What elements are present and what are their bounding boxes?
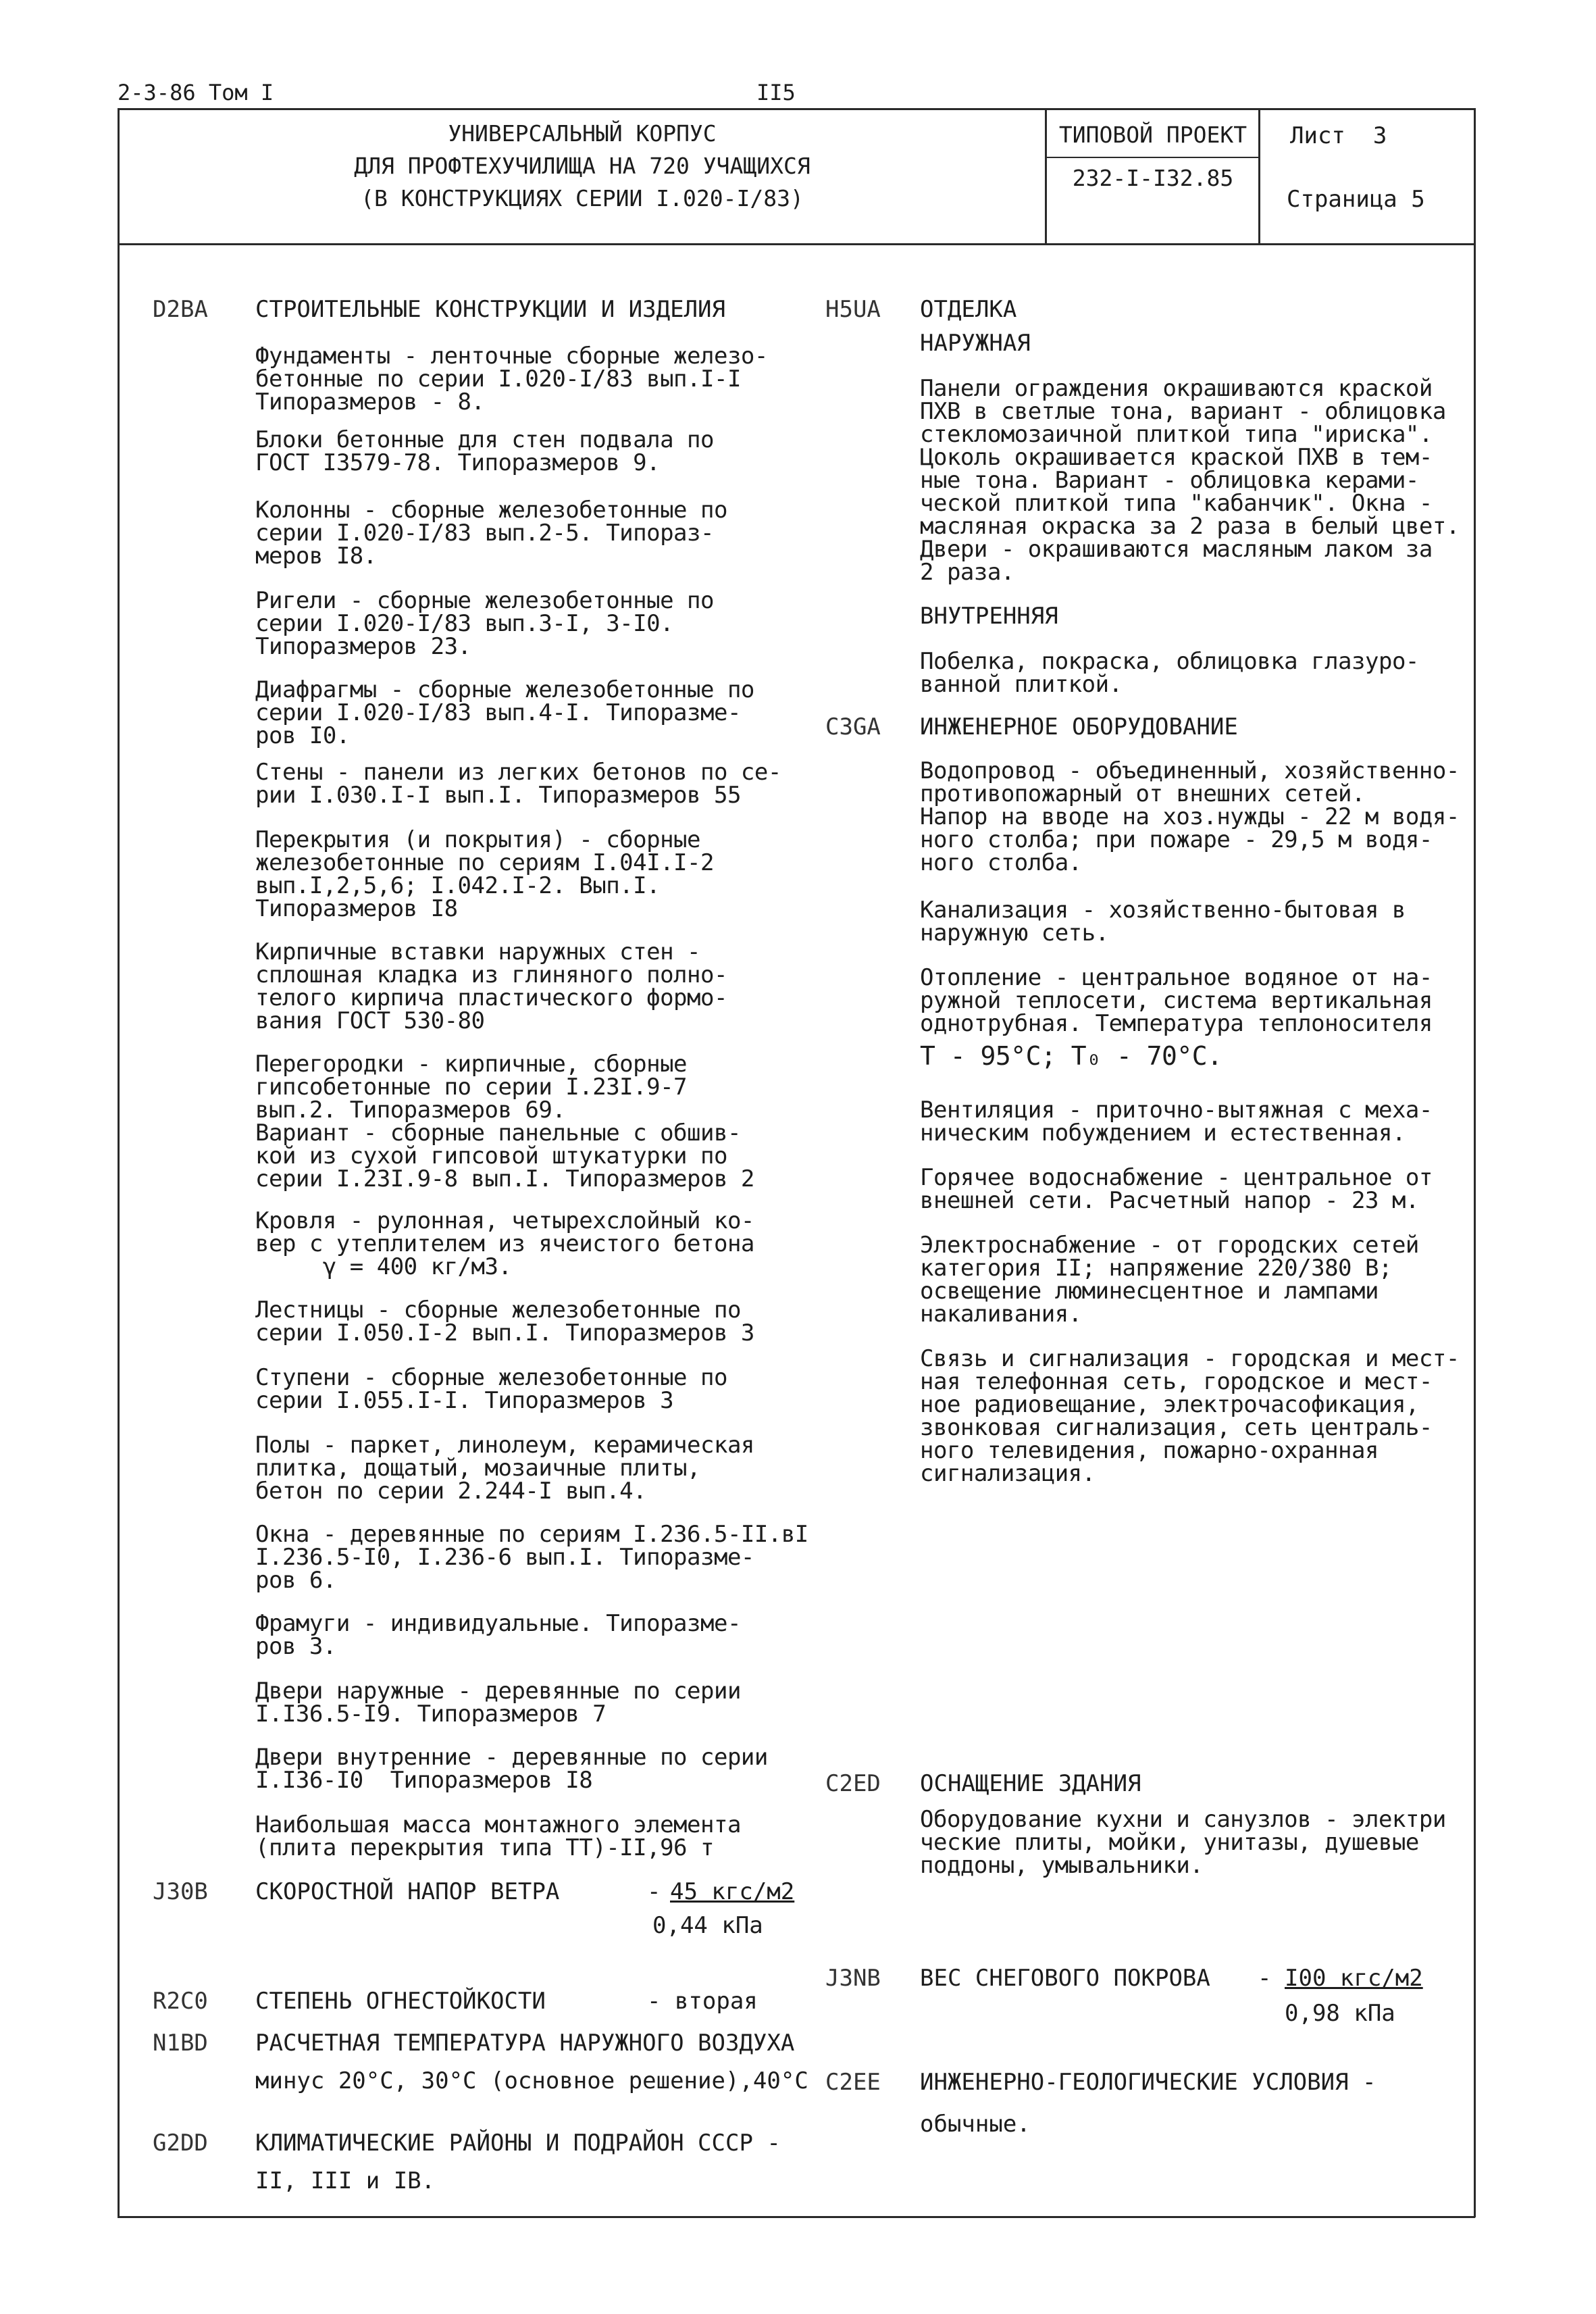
frame-bottom-border xyxy=(118,2216,1475,2218)
header-title-line-1: УНИВЕРСАЛЬНЫЙ КОРПУС xyxy=(448,120,717,147)
section-title-engineering: ИНЖЕНЕРНОЕ ОБОРУДОВАНИЕ xyxy=(920,713,1238,740)
item-outer-doors: Двери наружные - деревянные по серии I.I36.5-I9. Типоразмеров 7 xyxy=(255,1678,741,1728)
item-water-supply: Водопровод - объединенный, хозяйственно- противопожарный от внешних сетей. Напор на вводе на хоз.нужды - 22 м водя- ного столба; при пожаре - 29,5 м водя- ного столба. xyxy=(920,757,1460,876)
section-title-equipment: ОСНАЩЕНИЕ ЗДАНИЯ xyxy=(920,1770,1141,1797)
header-divider-2 xyxy=(1258,108,1260,245)
equipment-text: Оборудование кухни и санузлов - электри ческие плиты, мойки, унитазы, душевые поддоны, умывальники. xyxy=(920,1806,1446,1879)
section-title-outdoor-temp: РАСЧЕТНАЯ ТЕМПЕРАТУРА НАРУЖНОГО ВОЗДУХА xyxy=(255,2030,795,2057)
finishing-outer-title: НАРУЖНАЯ xyxy=(920,330,1031,357)
item-foundations: Фундаменты - ленточные сборные железо- бетонные по серии I.020-I/83 вып.I-I Типоразмеров - 8. xyxy=(255,343,768,416)
section-code-h5ua: H5UA xyxy=(825,296,881,323)
geology-value: обычные. xyxy=(920,2111,1031,2138)
item-floors: Полы - паркет, линолеум, керамическая плитка, дощатый, мозаичные плиты, бетон по серии 2.244-I вып.4. xyxy=(255,1432,754,1505)
snow-value-kpa: 0,98 кПа xyxy=(1285,2000,1395,2027)
section-code-r2c0: R2C0 xyxy=(153,1988,208,2015)
header-bottom-border xyxy=(118,243,1475,245)
frame-right-border xyxy=(1474,108,1476,2217)
item-hot-water: Горячее водоснабжение - центральное от внешней сети. Расчетный напор - 23 м. xyxy=(920,1164,1433,1214)
page-number: II5 xyxy=(756,80,796,105)
item-ventilation: Вентиляция - приточно-вытяжная с меха- ническим побуждением и естественная. xyxy=(920,1097,1433,1147)
item-stairs: Лестницы - сборные железобетонные по серии I.050.I-2 вып.I. Типоразмеров 3 xyxy=(255,1297,754,1347)
project-label: ТИПОВОЙ ПРОЕКТ xyxy=(1058,122,1247,148)
section-title-finishing: ОТДЕЛКА xyxy=(920,296,1017,323)
project-number: 232-I-I32.85 xyxy=(1072,165,1234,191)
section-code-d2ba: D2BA xyxy=(153,296,208,323)
item-walls: Стены - панели из легких бетонов по се- рии I.030.I-I вып.I. Типоразмеров 55 xyxy=(255,759,781,809)
header-top-border xyxy=(118,108,1475,110)
item-communications: Связь и сигнализация - городская и мест- ная телефонная сеть, городское и мест- ное радиовещание, электрочасофикация, звонковая сигнализация, сеть централь- ного телевидения, пожарно-охранная сигнализация. xyxy=(920,1345,1460,1487)
item-partitions: Перегородки - кирпичные, сборные гипсобетонные по серии I.23I.9-7 вып.2. Типоразмеров 69. Вариант - сборные панельные с обшив- кой из сухой гипсовой штукатурки по серии I.23I.9-8 вып.I. Типоразмеров 2 xyxy=(255,1051,754,1192)
fire-resistance-value: - вторая xyxy=(647,1988,758,2015)
page-label: Страница 5 xyxy=(1287,186,1425,213)
header-divider-1 xyxy=(1045,108,1047,245)
section-title-structures: СТРОИТЕЛЬНЫЕ КОНСТРУКЦИИ И ИЗДЕЛИЯ xyxy=(255,296,725,323)
section-code-c3ga: C3GA xyxy=(825,713,881,740)
wind-dash: - xyxy=(647,1878,661,1905)
item-columns: Колонны - сборные железобетонные по серии I.020-I/83 вып.2-5. Типораз- меров I8. xyxy=(255,497,727,570)
item-diaphragms: Диафрагмы - сборные железобетонные по серии I.020-I/83 вып.4-I. Типоразме- ров I0. xyxy=(255,676,754,749)
section-title-wind: СКОРОСТНОЙ НАПОР ВЕТРА xyxy=(255,1878,560,1905)
item-basement-blocks: Блоки бетонные для стен подвала по ГОСТ I3579-78. Типоразмеров 9. xyxy=(255,426,714,476)
frame-left-border xyxy=(118,108,120,2217)
item-windows: Окна - деревянные по сериям I.236.5-II.вI I.236.5-I0, I.236-6 вып.I. Типоразме- ров 6. xyxy=(255,1521,808,1594)
item-crossbars: Ригели - сборные железобетонные по серии I.020-I/83 вып.3-I, 3-I0. Типоразмеров 23. xyxy=(255,587,714,660)
header-title-line-3: (В КОНСТРУКЦИЯХ СЕРИИ I.020-I/83) xyxy=(361,185,804,211)
item-floors-slabs: Перекрытия (и покрытия) - сборные железобетонные по сериям I.04I.I-2 вып.I,2,5,6; I.042.I-2. Вып.I. Типоразмеров I8 xyxy=(255,826,714,922)
header-title xyxy=(122,118,1043,215)
heating-temperatures: Т - 95°C; Т₀ - 70°C. xyxy=(920,1041,1222,1071)
snow-value-kgs: I00 кгс/м2 xyxy=(1285,1965,1423,1992)
item-inner-doors: Двери внутренние - деревянные по серии I.I36-I0 Типоразмеров I8 xyxy=(255,1744,768,1794)
finishing-inner-text: Побелка, покраска, облицовка глазуро- ванной плиткой. xyxy=(920,648,1419,698)
item-heating: Отопление - центральное водяное от на- ружной теплосети, система вертикальная однотрубная. Температура теплоносителя xyxy=(920,964,1433,1037)
item-power-supply: Электроснабжение - от городских сетей категория II; напряжение 220/380 В; освещение люминесцентное и лампами накаливания. xyxy=(920,1232,1419,1328)
doc-reference: 2-3-86 Том I xyxy=(118,80,274,105)
finishing-outer-text: Панели ограждения окрашиваются краской ПХВ в светлые тона, вариант - облицовка стекломозаичной плиткой типа "ириска". Цоколь окрашивается краской ПХВ в тем- ные тона. Вариант - облицовка керами- ческой плиткой типа "кабанчик". Окна - масляная окраска за 2 раза в белый цвет. Двери - окрашиваются масляным лаком за 2 раза. xyxy=(920,375,1460,586)
section-code-j3nb: J3NB xyxy=(825,1965,881,1992)
climate-value: II, III и IВ. xyxy=(255,2167,436,2194)
item-sewerage: Канализация - хозяйственно-бытовая в наружную сеть. xyxy=(920,897,1406,947)
wind-value-kgs: 45 кгс/м2 xyxy=(670,1878,795,1905)
section-code-j30b: J30B xyxy=(153,1878,208,1905)
item-max-mass: Наибольшая масса монтажного элемента (плита перекрытия типа ТТ)-II,96 т xyxy=(255,1811,741,1861)
snow-dash: - xyxy=(1258,1965,1272,1992)
section-code-c2ed: C2ED xyxy=(825,1770,881,1797)
section-code-n1bd: N1BD xyxy=(153,2030,208,2057)
section-code-c2ee: C2EE xyxy=(825,2069,881,2096)
header-title-line-2: ДЛЯ ПРОФТЕХУЧИЛИЩА НА 720 УЧАЩИХСЯ xyxy=(354,153,810,179)
item-transoms: Фрамуги - индивидуальные. Типоразме- ров 3. xyxy=(255,1610,741,1660)
wind-value-kpa: 0,44 кПа xyxy=(652,1912,763,1939)
header-project-divider xyxy=(1046,157,1260,158)
item-steps: Ступени - сборные железобетонные по серии I.055.I-I. Типоразмеров 3 xyxy=(255,1364,727,1414)
section-code-g2dd: G2DD xyxy=(153,2130,208,2157)
item-roof: Кровля - рулонная, четырехслойный ко- вер с утеплителем из ячеистого бетона γ = 400 кг/м3. xyxy=(255,1207,754,1280)
section-title-climate: КЛИМАТИЧЕСКИЕ РАЙОНЫ И ПОДРАЙОН СССР - xyxy=(255,2130,781,2157)
finishing-inner-title: ВНУТРЕННЯЯ xyxy=(920,603,1058,630)
sheet-number: Лист 3 xyxy=(1290,122,1387,149)
outdoor-temp-value: минус 20°C, 30°C (основное решение),40°C xyxy=(255,2067,808,2094)
section-title-fire-resistance: СТЕПЕНЬ ОГНЕСТОЙКОСТИ xyxy=(255,1988,546,2015)
section-title-snow-load: ВЕС СНЕГОВОГО ПОКРОВА xyxy=(920,1965,1210,1992)
section-title-geology: ИНЖЕНЕРНО-ГЕОЛОГИЧЕСКИЕ УСЛОВИЯ - xyxy=(920,2069,1376,2096)
item-brick-inserts: Кирпичные вставки наружных стен - сплошная кладка из глиняного полно- телого кирпича пластического формо- вания ГОСТ 530-80 xyxy=(255,938,727,1034)
